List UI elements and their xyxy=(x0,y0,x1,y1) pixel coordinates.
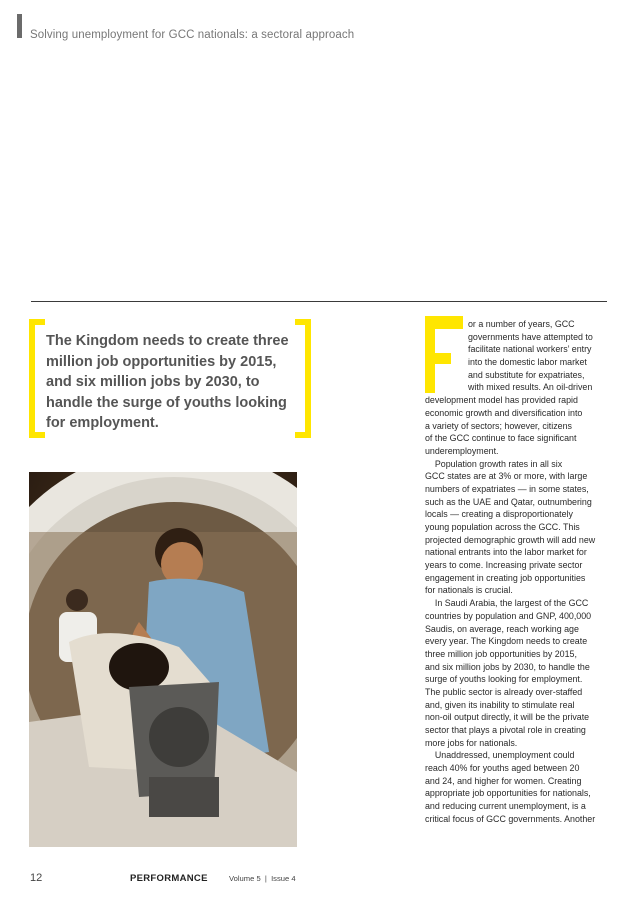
volume-issue: Volume 5 | Issue 4 xyxy=(229,874,296,883)
pullquote: The Kingdom needs to create three million job opportunities by 2015, and six million jobs by 2030, to handle the surge of youths looking for employment. xyxy=(46,333,289,432)
article-line: of the GCC continue to face significant xyxy=(425,433,577,444)
page-number: 12 xyxy=(30,872,43,884)
article-line: and reducing current unemployment, is a xyxy=(425,801,586,812)
article-line: reach 40% for youths aged between 20 xyxy=(425,763,580,774)
pullquote-bracket-left xyxy=(29,319,45,438)
magazine-logo: PERFORMANCE xyxy=(130,873,208,884)
article-line: development model has provided rapid xyxy=(425,395,578,406)
article-line: critical focus of GCC governments. Another xyxy=(425,813,596,824)
article-line: numbers of expatriates — in some states, xyxy=(425,483,589,494)
article-line: three million job opportunities by 2015, xyxy=(425,648,577,659)
article-line: into the domestic labor market xyxy=(468,357,587,368)
article-line: projected demographic growth will add new xyxy=(425,534,596,545)
article-line: and, given its inability to stimulate real xyxy=(425,699,575,710)
article-line: countries by population and GNP, 400,000 xyxy=(425,610,592,621)
article-line: a variety of sectors; however, citizens xyxy=(425,420,572,431)
article-line: sector that plays a pivotal role in creating xyxy=(425,725,586,735)
article-line: Saudis, on average, reach working age xyxy=(425,623,579,634)
article-body xyxy=(425,318,615,826)
article-line: engagement in creating job opportunities xyxy=(425,572,586,583)
article-line: locals — creating a disproportionately xyxy=(425,509,573,520)
article-line: In Saudi Arabia, the largest of the GCC xyxy=(425,598,589,609)
article-line: governments have attempted to xyxy=(468,331,593,342)
article-line: The public sector is already over-staffed xyxy=(425,686,583,697)
article-line: for nationals is crucial. xyxy=(425,585,513,596)
article-line: surge of youths looking for employment. xyxy=(425,674,583,685)
pullquote-bracket-right xyxy=(295,319,311,438)
article-line: years to come. Increasing private sector xyxy=(425,560,583,571)
article-line: non-oil output directly, it will be the private xyxy=(425,712,590,723)
article-line: and 24, and higher for women. Creating xyxy=(425,775,582,786)
section-divider xyxy=(31,301,607,302)
article-line: national entrants into the labor market for xyxy=(425,547,587,558)
article-line: every year. The Kingdom needs to create xyxy=(425,636,588,647)
article-line: underemployment. xyxy=(425,445,499,456)
mri-scanner-photo xyxy=(29,472,297,847)
article-line: appropriate job opportunities for nationals, xyxy=(425,788,591,799)
article-line: young population across the GCC. This xyxy=(425,522,580,532)
article-line: economic growth and diversification into xyxy=(425,407,583,418)
header-accent-bar xyxy=(17,14,22,38)
article-line: Unaddressed, unemployment could xyxy=(425,750,575,761)
article-line: such as the UAE and Qatar, outnumbering xyxy=(425,496,592,507)
article-line: GCC states are at 3% or more, with large xyxy=(425,471,588,482)
article-line: facilitate national workers’ entry xyxy=(468,344,592,355)
article-line: more jobs for nationals. xyxy=(425,737,518,748)
article-line: or a number of years, GCC xyxy=(468,319,575,329)
article-line: and substitute for expatriates, xyxy=(468,369,585,380)
article-line: with mixed results. An oil-driven xyxy=(468,382,593,393)
running-header: Solving unemployment for GCC nationals: a sectoral approach xyxy=(30,29,355,41)
article-line: Population growth rates in all six xyxy=(425,458,563,469)
article-line: and six million jobs by 2030, to handle the xyxy=(425,661,590,672)
